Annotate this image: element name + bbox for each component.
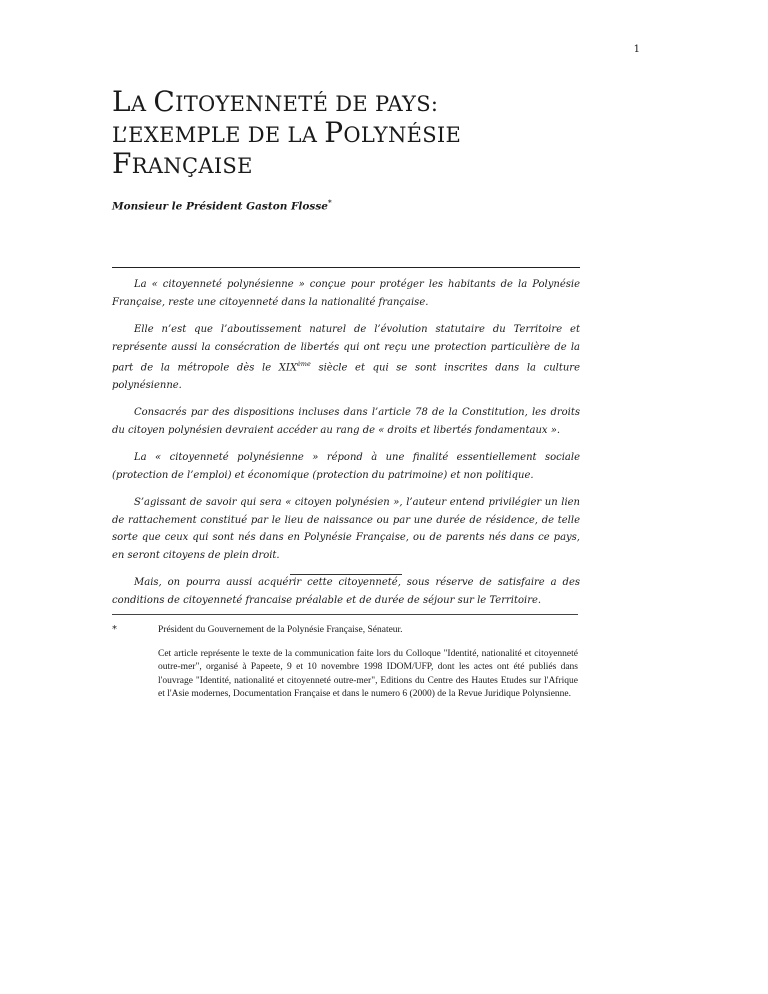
title-text: ITOYENNETÉ DE PAYS: xyxy=(175,92,439,116)
section-divider xyxy=(290,574,402,575)
title-initial: C xyxy=(153,85,176,118)
title-initial: L xyxy=(112,85,131,118)
abstract-paragraph xyxy=(112,321,580,394)
title-text: L’EXEMPLE DE LA xyxy=(112,123,325,147)
author-line xyxy=(112,198,332,213)
title-initial: P xyxy=(324,116,344,149)
abstract-paragraph: La « citoyenneté polynésienne » conçue pour protéger les habitants de la Polynésie Française, reste une citoyenneté dans la nationalité française. xyxy=(112,279,580,308)
author-name: Monsieur le Président Gaston Flosse xyxy=(112,200,328,213)
footnote xyxy=(158,624,578,712)
page-number: 1 xyxy=(633,44,640,55)
title-text: OLYNÉSIE xyxy=(343,123,462,147)
abstract-paragraph: Consacrés par des dispositions incluses dans l’article 78 de la Constitution, les droits du citoyen polynésien devraient accéder au rang de « droits et libertés fondamentaux ». xyxy=(112,407,580,436)
abstract-paragraph: S’agissant de savoir qui sera « citoyen polynésien », l’auteur entend privilégier un lien de rattachement constitué par le lieu de naissance ou par une durée de résidence, de telle sorte que ceux qui sont nés dans en Polynésie Française, ou de parents nés dans ce pays, en seront citoyens de plein droit. xyxy=(112,497,580,561)
abstract-paragraph: Mais, on pourra aussi acquérir cette citoyenneté, sous réserve de satisfaire a des conditions de citoyenneté francaise préalable et de durée de séjour sur le Territoire. xyxy=(112,577,580,606)
footnote-reference: * xyxy=(327,198,332,207)
superscript: ème xyxy=(296,360,311,368)
abstract-text: siècle et qui se sont inscrites dans la culture polynésienne. xyxy=(112,362,581,391)
footnote-marker: * xyxy=(112,624,117,635)
footnote-divider xyxy=(112,614,578,615)
title-text: A xyxy=(130,92,154,116)
title-initial: F xyxy=(112,147,132,180)
abstract-paragraph: La « citoyenneté polynésienne » répond à une finalité essentiellement sociale (protection de l’emploi) et économique (protection du patrimoine) et non politique. xyxy=(112,452,580,481)
abstract-text: Elle n’est que l’aboutissement naturel de l’évolution statutaire du Territoire et représente aussi la consécration de libertés qui ont reçu une protection particulière de la part de la métropole dès le XIX xyxy=(112,324,580,374)
abstract xyxy=(112,267,580,619)
footnote-line: Cet article représente le texte de la communication faite lors du Colloque "Identité, nationalité et citoyenneté outre-mer", organisé à Papeete, 9 et 10 novembre 1998 IDOM/UFP, dont les actes ont été publiés dans l'ouvrage "Identité, nationalité et citoyenneté outre-mer", Editions du Centre des Hautes Etudes sur l'Afrique et l'Asie modernes, Documentation Française et dans le numero 6 (2000) de la Revue Juridique Polynsienne. xyxy=(158,648,578,699)
document-title xyxy=(112,85,592,181)
title-text: RANÇAISE xyxy=(131,154,253,178)
footnote-line: Président du Gouvernement de la Polynésie Française, Sénateur. xyxy=(158,625,403,635)
